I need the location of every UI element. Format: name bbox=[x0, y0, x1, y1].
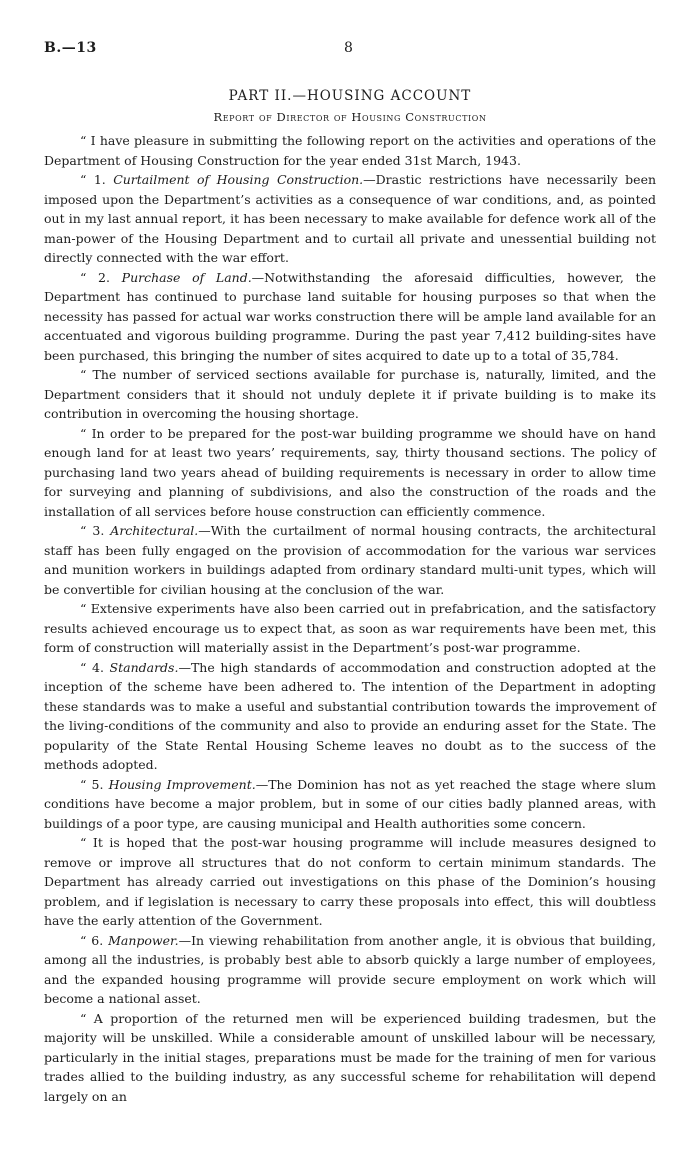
paragraph-text: —Drastic restrictions have necessarily been imposed upon the Department’s activities as a consequence of war conditions, and, as pointed out in my last annual report, it has been necessary to make available for defence work all of the man-power of the Housing Department and to curtail all private and unessential building not directly connected with the war effort. bbox=[44, 172, 657, 265]
paragraph-number: “ 2. bbox=[80, 269, 122, 285]
paragraph-curtailment bbox=[44, 170, 656, 268]
paragraph-serviced-sections bbox=[44, 365, 656, 424]
paragraph-heading: Manpower. bbox=[108, 932, 179, 948]
paragraph-number: “ 1. bbox=[80, 172, 114, 187]
paragraph-housing-improvement bbox=[44, 775, 656, 834]
paragraph-text: —The high standards of accommodation and construction adopted at the inception of the scheme have been adhered to. The intention of the Department in adopting these standards was to make a useful and substantial contribution towards the improvement of the living-conditions of the community and also to provide an enduring asset for the State. The popularity of the State Rental Housing Scheme leaves no doubt as to the success of the methods adopted. bbox=[44, 659, 656, 772]
paragraph-architectural bbox=[44, 521, 656, 599]
paragraph-number: “ 5. bbox=[80, 776, 109, 792]
paragraph-text: —Notwithstanding the aforesaid difficulties, however, the Department has continued to purchase land suitable for housing purposes so that when the necessity has passed for actual war works construction there will be ample land available for an accentuated and vigorous building programme. During the past year 7,412 building-sites have been purchased, this bringing the number of sites acquired to date up to a total of 35,784. bbox=[44, 269, 656, 363]
paragraph-returned-men bbox=[44, 1009, 656, 1107]
part-subtitle: Report of Director of Housing Construction bbox=[213, 110, 487, 124]
paragraph-text: “ The number of serviced sections available for purchase is, naturally, limited, and the Department considers that it should not unduly deplete it if private building is to make its contribution in overcoming the housing shortage. bbox=[44, 367, 656, 421]
paragraph-number: “ 3. bbox=[80, 523, 111, 538]
paragraph-heading: Purchase of Land. bbox=[121, 269, 252, 285]
paragraph-text: —The Dominion has not as yet reached the stage where slum conditions have become a major problem, but in some of our cities badly planned areas, with buildings of a poor type, are causing municipal and Health authorities some concern. bbox=[44, 776, 656, 831]
paragraph-prefabrication bbox=[44, 599, 656, 658]
paragraph-text: —With the curtailment of normal housing contracts, the architectural staff has been fully engaged on the provision of accommodation for the various war services and munition workers in buildings adapted from ordinary standard multi-unit types, which will be convertible for civilian housing at the conclusion of the war. bbox=[44, 523, 657, 597]
document-reference: B.—13 bbox=[44, 40, 97, 56]
paragraph-number: “ 4. bbox=[80, 659, 110, 675]
paragraph-text: “ I have pleasure in submitting the following report on the activities and operations of the Department of Housing Construction for the year ended 31st March, 1943. bbox=[44, 133, 656, 168]
paragraph-manpower bbox=[44, 931, 656, 1009]
paragraph-heading: Curtailment of Housing Construction. bbox=[113, 172, 364, 187]
paragraph-post-war-land bbox=[44, 424, 656, 522]
paragraph-heading: Standards. bbox=[109, 659, 179, 675]
paragraph-text: “ In order to be prepared for the post-war building programme we should have on hand enough land for at least two years’ requirements, say, thirty thousand sections. The policy of purchasing land two years ahead of building requirements is necessary in order to allow time for surveying and planning of subdivisions, and also the construction of the roads and the installation of all services before house construction can efficiently commence. bbox=[44, 425, 656, 519]
paragraph-text: “ Extensive experiments have also been carried out in prefabrication, and the satisfactory results achieved encourage us to expect that, as soon as war requirements have been met, this form of construction will materially assist in the Department’s post-war programme. bbox=[44, 601, 656, 655]
paragraph-standards bbox=[44, 658, 656, 775]
part-title: PART II.—HOUSING ACCOUNT bbox=[228, 88, 472, 104]
paragraph-minimum-standards bbox=[44, 833, 656, 931]
paragraph-intro bbox=[44, 131, 656, 170]
paragraph-heading: Architectural. bbox=[110, 523, 199, 538]
paragraph-text: —In viewing rehabilitation from another angle, it is obvious that building, among all the industries, is probably best able to absorb quickly a large number of employees, and the expanded housing programme will provide secure employment on work which will become a national asset. bbox=[44, 932, 656, 1006]
report-body bbox=[44, 131, 656, 1106]
paragraph-text: “ A proportion of the returned men will be experienced building tradesmen, but the majority will be unskilled. While a considerable amount of unskilled labour will be necessary, particularly in the initial stages, preparations must be made for the training of men for various trades allied to the building industry, as any successful scheme for rehabilitation will depend largely on an bbox=[44, 1010, 656, 1104]
page-number: 8 bbox=[344, 40, 353, 56]
paragraph-number: “ 6. bbox=[80, 932, 109, 948]
paragraph-text: “ It is hoped that the post-war housing programme will include measures designed to remove or improve all structures that do not conform to certain minimum standards. The Department has already carried out investigations on this phase of the Dominion’s housing problem, and if legislation is necessary to carry these proposals into effect, this will doubtless have the early attention of the Government. bbox=[44, 835, 656, 928]
page-header bbox=[44, 40, 656, 60]
paragraph-heading: Housing Improvement. bbox=[108, 776, 256, 792]
paragraph-purchase-of-land bbox=[44, 268, 656, 366]
